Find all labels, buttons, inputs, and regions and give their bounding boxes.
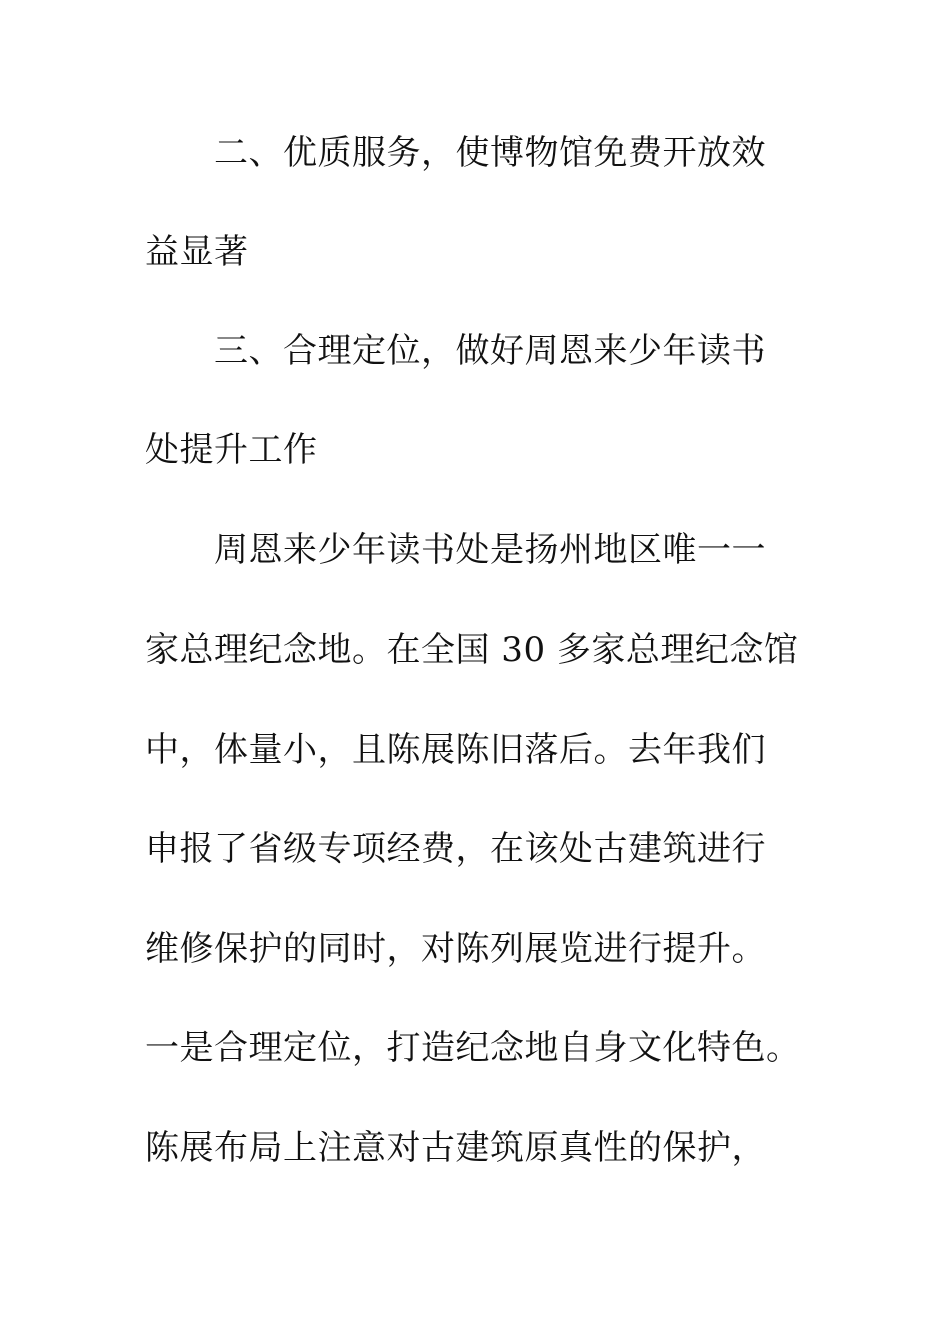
heading-two-line-1: 二、优质服务，使博物馆免费开放效 [214,133,766,173]
paragraph-line-1: 周恩来少年读书处是扬州地区唯一一 [214,530,766,570]
paragraph-line-4: 申报了省级专项经费，在该处古建筑进行 [145,829,766,869]
heading-three-line-2: 处提升工作 [145,430,318,470]
paragraph-line-2: 家总理纪念地。在全国 30 多家总理纪念馆 [145,630,799,670]
paragraph-line-7: 陈展布局上注意对古建筑原真性的保护， [145,1128,766,1168]
paragraph-line-3: 中，体量小，且陈展陈旧落后。去年我们 [145,730,766,770]
paragraph-line-6: 一是合理定位，打造纪念地自身文化特色。 [145,1028,801,1068]
heading-three-line-1: 三、合理定位，做好周恩来少年读书 [214,331,766,371]
heading-two-line-2: 益显著 [145,232,249,272]
paragraph-line-5: 维修保护的同时，对陈列展览进行提升。 [145,929,766,969]
